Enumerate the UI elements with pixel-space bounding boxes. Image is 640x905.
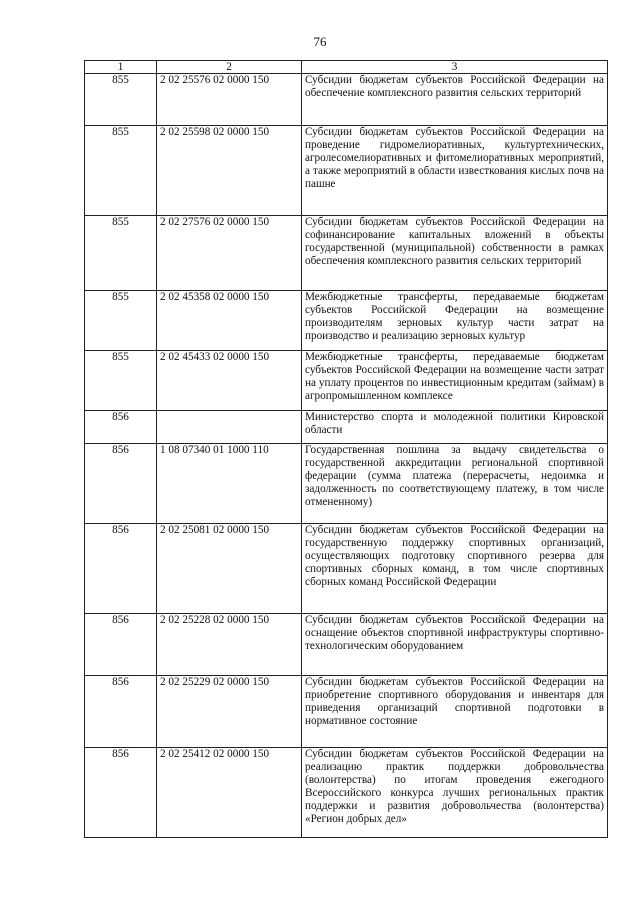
budget-code-cell: 2 02 45358 02 0000 150 bbox=[157, 291, 302, 351]
revenue-name-cell: Субсидии бюджетам субъектов Российской Федерации на обеспечение комплексного развития сельских территорий bbox=[302, 74, 608, 126]
admin-code-cell: 855 bbox=[85, 291, 157, 351]
admin-code-cell: 856 bbox=[85, 614, 157, 676]
header-col-3: 3 bbox=[302, 61, 608, 74]
table-row bbox=[85, 748, 608, 838]
revenue-codes-table bbox=[84, 60, 608, 838]
budget-code-cell: 2 02 25576 02 0000 150 bbox=[157, 74, 302, 126]
table-row bbox=[85, 676, 608, 748]
revenue-name-cell: Межбюджетные трансферты, передаваемые бюджетам субъектов Российской Федерации на возмещение части затрат на уплату процентов по инвестиционным кредитам (займам) в агропромышленном комплексе bbox=[302, 351, 608, 411]
table-row bbox=[85, 291, 608, 351]
table-header-row bbox=[85, 61, 608, 74]
revenue-name-cell: Субсидии бюджетам субъектов Российской Федерации на государственную поддержку спортивных организаций, осуществляющих подготовку спортивного резерва для спортивных сборных команд, в том числе спортивных сборных команд Российской Федерации bbox=[302, 524, 608, 614]
admin-code-cell: 856 bbox=[85, 444, 157, 524]
table-row bbox=[85, 524, 608, 614]
admin-code-cell: 855 bbox=[85, 126, 157, 216]
revenue-name-cell: Государственная пошлина за выдачу свидетельства о государственной аккредитации региональной спортивной федерации (сумма платежа (перерасчеты, недоимка и задолженность по соответствующему платежу, в том числе отмененному) bbox=[302, 444, 608, 524]
table-row bbox=[85, 126, 608, 216]
revenue-name-cell: Субсидии бюджетам субъектов Российской Федерации на реализацию практик поддержки добровольчества (волонтерства) по итогам проведения ежегодного Всероссийского конкурса лучших региональных практик поддержки и развития добровольчества (волонтерства) «Регион добрых дел» bbox=[302, 748, 608, 838]
header-col-2: 2 bbox=[157, 61, 302, 74]
revenue-name-cell: Межбюджетные трансферты, передаваемые бюджетам субъектов Российской Федерации на возмещение производителям зерновых культур части затрат на производство и реализацию зерновых культур bbox=[302, 291, 608, 351]
budget-code-cell: 2 02 25228 02 0000 150 bbox=[157, 614, 302, 676]
admin-code-cell: 856 bbox=[85, 524, 157, 614]
table-row bbox=[85, 351, 608, 411]
revenue-name-cell: Субсидии бюджетам субъектов Российской Федерации на проведение гидромелиоративных, культуртехнических, агролесомелиоративных и фитомелиоративных мероприятий, а также мероприятий в области известкования кислых почв на пашне bbox=[302, 126, 608, 216]
revenue-name-cell: Субсидии бюджетам субъектов Российской Федерации на оснащение объектов спортивной инфраструктуры спортивно-технологическим оборудованием bbox=[302, 614, 608, 676]
budget-code-cell: 1 08 07340 01 1000 110 bbox=[157, 444, 302, 524]
revenue-name-cell: Субсидии бюджетам субъектов Российской Федерации на приобретение спортивного оборудования и инвентаря для приведения организаций спортивной подготовки в нормативное состояние bbox=[302, 676, 608, 748]
admin-code-cell: 855 bbox=[85, 351, 157, 411]
table-row bbox=[85, 444, 608, 524]
budget-code-cell: 2 02 25081 02 0000 150 bbox=[157, 524, 302, 614]
admin-code-cell: 855 bbox=[85, 216, 157, 291]
budget-code-cell bbox=[157, 411, 302, 444]
table-row bbox=[85, 74, 608, 126]
header-col-1: 1 bbox=[85, 61, 157, 74]
admin-code-cell: 856 bbox=[85, 676, 157, 748]
table-row bbox=[85, 411, 608, 444]
table-row bbox=[85, 614, 608, 676]
admin-code-cell: 856 bbox=[85, 748, 157, 838]
budget-code-cell: 2 02 27576 02 0000 150 bbox=[157, 216, 302, 291]
page-number: 76 bbox=[313, 34, 327, 49]
revenue-name-cell: Субсидии бюджетам субъектов Российской Федерации на софинансирование капитальных вложений в объекты государственной (муниципальной) собственности в рамках обеспечения комплексного развития сельских территорий bbox=[302, 216, 608, 291]
budget-code-cell: 2 02 25412 02 0000 150 bbox=[157, 748, 302, 838]
budget-code-cell: 2 02 25598 02 0000 150 bbox=[157, 126, 302, 216]
budget-code-cell: 2 02 25229 02 0000 150 bbox=[157, 676, 302, 748]
admin-code-cell: 856 bbox=[85, 411, 157, 444]
revenue-name-cell: Министерство спорта и молодежной политики Кировской области bbox=[302, 411, 608, 444]
budget-code-cell: 2 02 45433 02 0000 150 bbox=[157, 351, 302, 411]
table-row bbox=[85, 216, 608, 291]
admin-code-cell: 855 bbox=[85, 74, 157, 126]
